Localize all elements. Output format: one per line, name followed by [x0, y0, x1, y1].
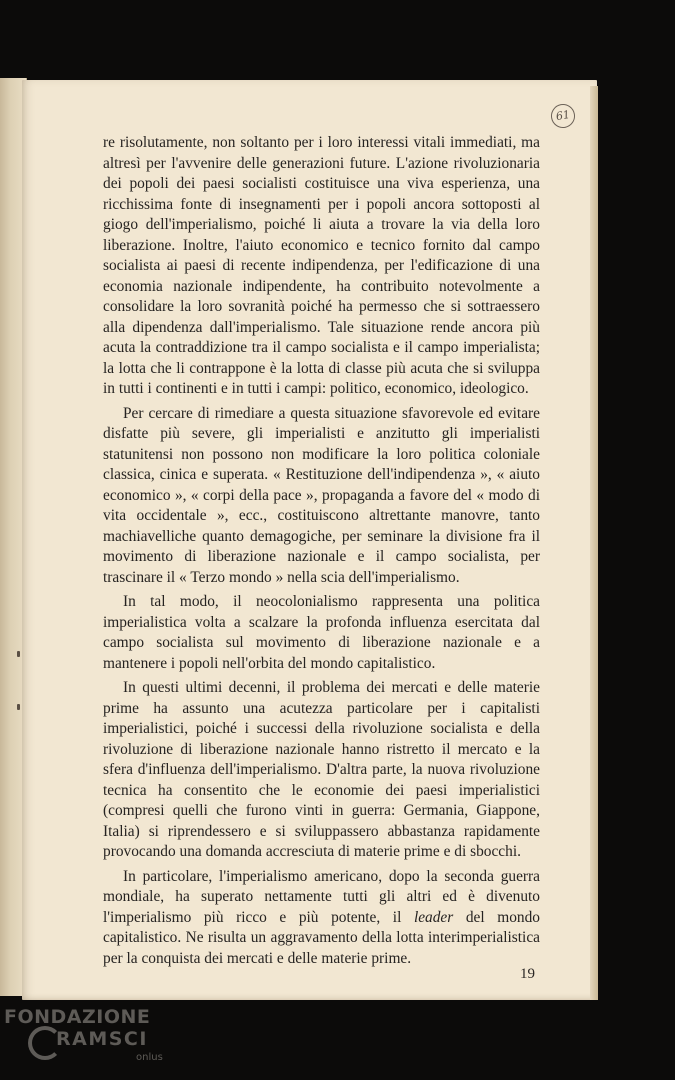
paragraph-3: In tal modo, il neocolonialismo rappresenta una politica imperialistica volta a scalzare la profonda influenza esercitata dal campo socialista sul movimento di liberazione nazionale e a mantenere i popoli nell'orbita del mondo capitalistico. [103, 593, 540, 672]
page-fore-edge [590, 86, 598, 1000]
fondazione-gramsci-watermark [4, 1006, 174, 1076]
paragraph-4: In questi ultimi decenni, il problema dei mercati e delle materie prime ha assunto una acutezza particolare per i capitalisti imperialistici, poiché i successi della rivoluzione socialista e della rivoluzione di liberazione nazionale hanno ristretto il mercato e la sfera d'influenza dell'imperialismo. D'altra parte, la nuova rivoluzione tecnica ha consentito che le economie dei paesi imperialistici (compresi quelli che furono vinti in guerra: Germania, Giappone, Italia) si riprendessero e si sviluppassero abbastanza rapidamente provocando una domanda accresciuta di materie prime e di sbocchi. [103, 679, 540, 860]
watermark-suffix: onlus [136, 1052, 163, 1063]
paragraph-5 [103, 867, 540, 970]
watermark-line-1: FONDAZIONE [4, 1006, 151, 1028]
archive-page-stamp: 61 [549, 102, 577, 130]
watermark-line-2: RAMSCI [56, 1028, 148, 1050]
paragraph-2: Per cercare di rimediare a questa situazione sfavorevole ed evitare disfatte più severe, gli imperialisti e anzitutto gli imperialisti statunitensi non possono non modificare la loro politica coloniale classica, cinica e superata. « Restituzione dell'indipendenza », « aiuto economico », « corpi della pace », propaganda a favore del « modo di vita occidentale », ecc., costituiscono altrettante manovre, tanto machiavelliche quanto demagogiche, per seminare la divisione fra il movimento di liberazione nazionale e il campo socialista, per trascinare il « Terzo mondo » nella scia dell'imperialismo. [103, 404, 540, 586]
page-number: 19 [520, 966, 535, 982]
paragraph-1: re risolutamente, non soltanto per i loro interessi vitali immediati, ma altresì per l'avvenire delle generazioni future. L'azione rivoluzionaria dei popoli dei paesi socialisti costituisce una viva esperienza, una ricchissima fonte di insegnamenti per i popoli ancora sottoposti al giogo dell'imperialismo, poiché li aiuta a trovare la via della loro liberazione. Inoltre, l'aiuto economico e tecnico fornito dal campo socialista ai paesi di recente indipendenza, per l'edificazione di una economia nazionale indipendente, ha contribuito notevolmente a consolidare la loro sovranità poiché ha permesso che si sottraessero alla dipendenza dall'imperialismo. Tale situazione rende ancora più acuta la contraddizione tra il campo socialista e il campo imperialista; la lotta che li contrappone è la lotta di classe più acuta che si sviluppa in tutti i continenti e in tutti i campi: politico, economico, ideologico. [103, 134, 540, 397]
margin-speck [17, 651, 20, 657]
paragraph-5-italic: leader [413, 908, 454, 926]
body-text [103, 133, 540, 973]
paragraph-5-text-b: del mondo capitalistico. Ne risulta un aggravamento della lotta interimperialistica per la conquista dei mercati e delle materie prime. [103, 908, 540, 967]
margin-speck [17, 704, 20, 710]
paragraph-5-text-a: In particolare, l'imperialismo americano, dopo la seconda guerra mondiale, ha superato nettamente tutti gli altri ed è divenuto l'imperialismo più ricco e più potente, il [103, 867, 540, 926]
